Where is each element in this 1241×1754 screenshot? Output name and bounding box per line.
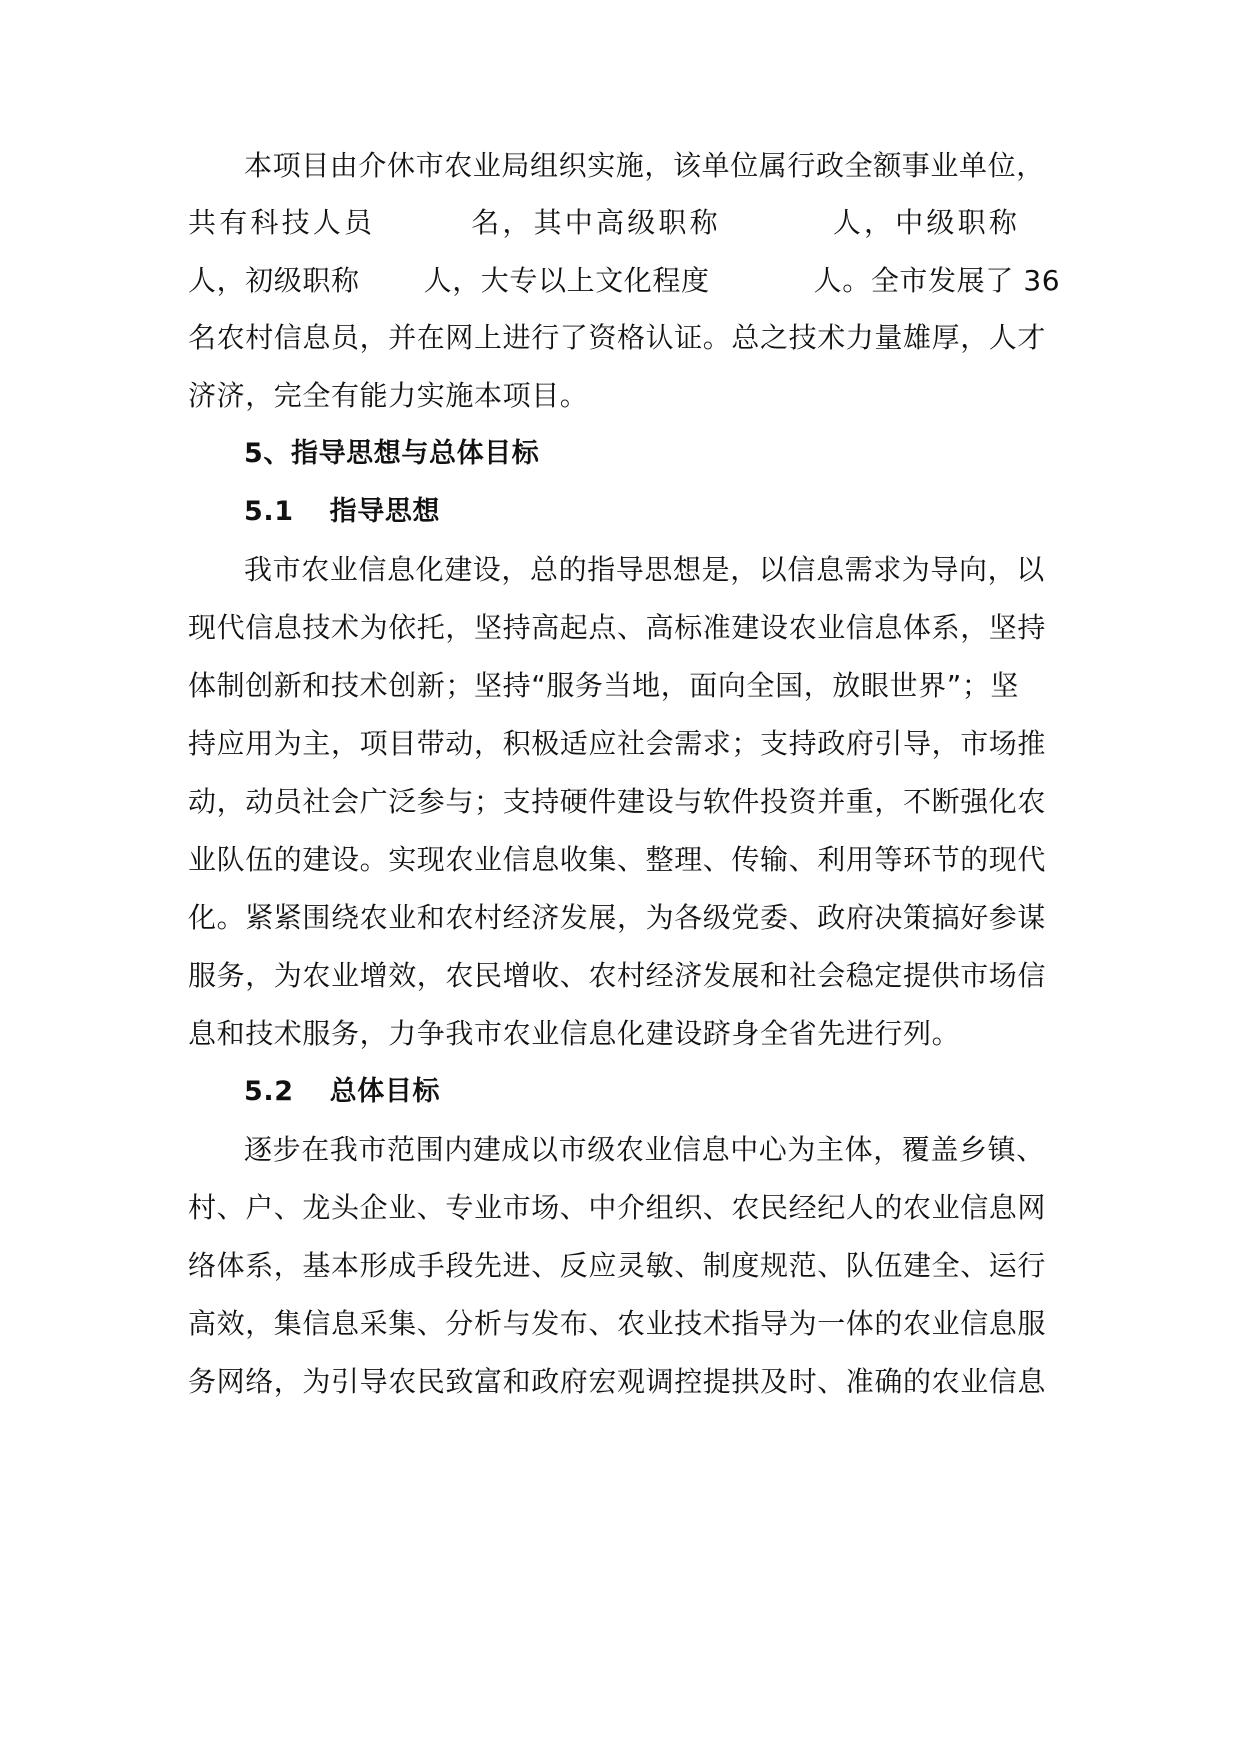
section-5-2-number: 5.2 bbox=[244, 1076, 294, 1107]
section-5-1-number: 5.1 bbox=[244, 496, 294, 527]
guiding-line-2: 现代信息技术为依托，坚持高起点、高标准建设农业信息体系，坚持 bbox=[188, 611, 1047, 644]
intro-text-informants: 人。全市发展了 36 bbox=[813, 264, 1061, 297]
guiding-line-3: 体制创新和技术创新；坚持“服务当地，面向全国，放眼世界”；坚 bbox=[188, 669, 1020, 702]
intro-text-college: 人，大专以上文化程度 bbox=[423, 264, 710, 297]
guiding-line-9: 息和技术服务，力争我市农业信息化建设跻身全省先进行列。 bbox=[188, 1017, 961, 1050]
intro-line-5: 济济，完全有能力实施本项目。 bbox=[188, 379, 589, 412]
goal-line-2: 村、户、龙头企业、专业市场、中介组织、农民经纪人的农业信息网 bbox=[188, 1191, 1047, 1224]
goal-line-5: 务网络，为引导农民致富和政府宏观调控提拱及时、准确的农业信息 bbox=[188, 1365, 1047, 1398]
guiding-line-8: 服务，为农业增效，农民增收、农村经济发展和社会稳定提供市场信 bbox=[188, 959, 1047, 992]
intro-text-junior-title: 人，初级职称 bbox=[188, 264, 360, 297]
intro-line-3 bbox=[188, 261, 1088, 301]
section-5-heading: 5、指导思想与总体目标 bbox=[244, 438, 540, 469]
guiding-line-1: 我市农业信息化建设，总的指导思想是，以信息需求为导向，以 bbox=[244, 553, 1045, 586]
intro-text-senior-title: 名，其中高级职称 bbox=[471, 206, 721, 239]
goal-line-4: 高效，集信息采集、分析与发布、农业技术指导为一体的农业信息服 bbox=[188, 1307, 1047, 1340]
section-5-1-heading bbox=[244, 492, 1144, 532]
intro-text-tech-staff: 共有科技人员 bbox=[188, 206, 376, 239]
goal-line-1: 逐步在我市范围内建成以市级农业信息中心为主体，覆盖乡镇、 bbox=[244, 1133, 1045, 1166]
intro-line-2 bbox=[188, 203, 1088, 243]
guiding-line-5: 动，动员社会广泛参与；支持硬件建设与软件投资并重，不断强化农 bbox=[188, 785, 1047, 818]
section-5-1-title: 指导思想 bbox=[329, 496, 441, 527]
guiding-line-4: 持应用为主，项目带动，积极适应社会需求；支持政府引导，市场推 bbox=[188, 727, 1047, 760]
section-5-2-title: 总体目标 bbox=[329, 1076, 441, 1107]
goal-line-3: 络体系，基本形成手段先进、反应灵敏、制度规范、队伍建全、运行 bbox=[188, 1249, 1047, 1282]
guiding-line-7: 化。紧紧围绕农业和农村经济发展，为各级党委、政府决策搞好参谋 bbox=[188, 901, 1047, 934]
guiding-line-6: 业队伍的建设。实现农业信息收集、整理、传输、利用等环节的现代 bbox=[188, 843, 1047, 876]
intro-line-1: 本项目由介休市农业局组织实施，该单位属行政全额事业单位， bbox=[244, 149, 1045, 182]
intro-text-mid-title: 人，中级职称 bbox=[832, 206, 1021, 239]
section-5-2-heading bbox=[244, 1072, 1144, 1112]
intro-line-4: 名农村信息员，并在网上进行了资格认证。总之技术力量雄厚，人才 bbox=[188, 321, 1047, 354]
